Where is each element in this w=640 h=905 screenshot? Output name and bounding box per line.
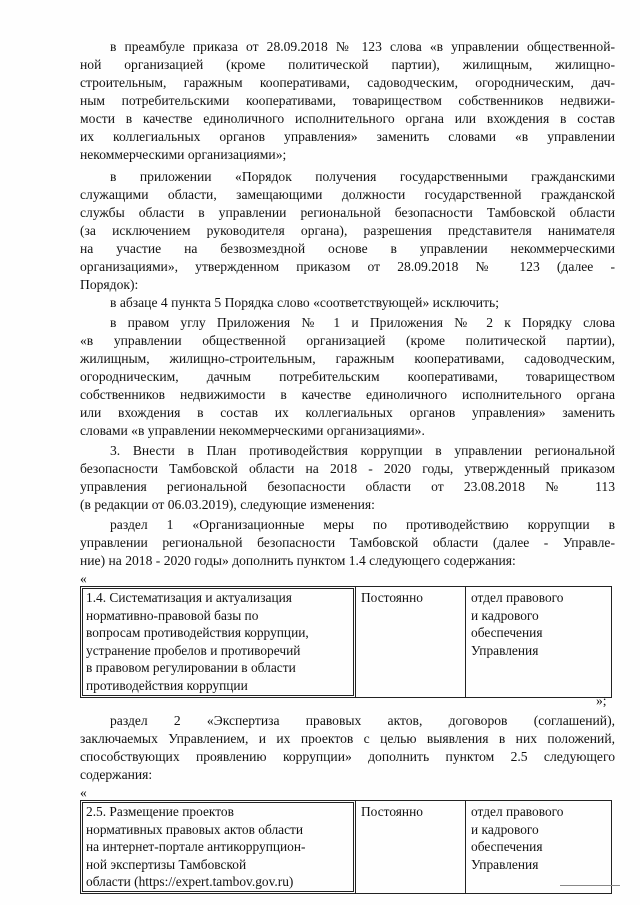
measure-cell: [81, 801, 356, 894]
text-line: служащими области, замещающими должности государственной гражданской: [80, 187, 615, 202]
cell-text: отдел правового: [471, 804, 564, 819]
text-line: »;: [596, 693, 607, 708]
text-line: безопасности Тамбовской области на 2018 - 2020 годы, утвержденный приказом: [80, 461, 615, 476]
cell-text: ной экспертизы Тамбовской: [86, 856, 247, 872]
text-line: 3. Внести в План противодействия коррупции в управлении региональной: [110, 443, 615, 458]
plan-table-item-1-4: [80, 586, 612, 698]
text-line: огородническим, дачным потребительским кооперативами, товариществом: [80, 369, 615, 384]
cell-text: и кадрового: [471, 607, 539, 623]
text-line: (в редакции от 06.03.2019), следующие изменения:: [80, 497, 375, 512]
table-row: [81, 587, 612, 698]
cell-text: 2.5. Размещение проектов: [86, 804, 234, 819]
text-line: организациями», утвержденном приказом от 28.09.2018 № 123 (далее -: [80, 259, 615, 274]
cell-text: Управления: [471, 856, 539, 872]
text-line: раздел 2 «Экспертиза правовых актов, договоров (соглашений),: [110, 713, 615, 728]
text-line: на участие на безвозмездной основе в управлении некоммерческими: [80, 241, 615, 256]
cell-text: Управления: [471, 642, 539, 658]
text-line: ным потребительскими кооперативами, товариществом собственников недвижи-: [80, 93, 615, 108]
text-line: заключаемых Управлением, и их проектов с целью выявления в них положений,: [80, 731, 615, 746]
text-line: Порядок):: [80, 277, 139, 292]
scan-artifact: [560, 885, 620, 886]
cell-text: и кадрового: [471, 821, 539, 837]
cell-text: нормативных правовых актов области: [86, 821, 304, 837]
plan-table-item-2-5: [80, 800, 612, 894]
text-line: ние) на 2018 - 2020 годы» дополнить пунктом 1.4 следующего содержания:: [80, 553, 516, 568]
cell-text: противодействия коррупции: [86, 677, 248, 693]
cell-text: обеспечения: [471, 625, 543, 641]
text-line: мости в качестве единоличного исполнительного органа или вхождения в состав: [80, 111, 615, 126]
text-line: «в управлении общественной организацией (кроме политической партии),: [80, 333, 615, 348]
responsible-cell: [466, 587, 612, 698]
cell-text: Постоянно: [361, 804, 423, 819]
term-cell: [356, 587, 466, 698]
text-line: строительным, гаражным кооперативами, садоводческим, огородническим, дач-: [80, 75, 615, 90]
text-line: в правом углу Приложения № 1 и Приложения № 2 к Порядку слова: [110, 315, 615, 330]
text-line: словами «в управлении некоммерческими организациями».: [80, 423, 425, 438]
text-line: «: [80, 571, 87, 586]
text-line: (за исключением руководителя органа), разрешения представителя нанимателя: [80, 223, 615, 238]
text-line: собственников недвижимости в качестве единоличного исполнительного органа: [80, 387, 615, 402]
cell-text: области (https://expert.tambov.gov.ru): [86, 874, 294, 890]
text-line: ной организацией (кроме политической партии), жилищным, жилищно-: [80, 57, 615, 72]
cell-text: нормативно-правовой базы по: [86, 607, 259, 623]
text-line: способствующих проявлению коррупции» дополнить пунктом 2.5 следующего: [80, 749, 615, 764]
text-line: их коллегиальных органов управления» заменить словами «в управлении: [80, 129, 615, 144]
cell-text: на интернет-портале антикоррупцион-: [86, 839, 306, 855]
text-line: службы области в управлении региональной безопасности Тамбовской области: [80, 205, 615, 220]
term-cell: [356, 801, 466, 894]
measure-cell: [81, 587, 356, 698]
cell-text: 1.4. Систематизация и актуализация: [86, 590, 292, 605]
text-line: жилищным, жилищно-строительным, гаражным кооперативами, садоводческим,: [80, 351, 615, 366]
text-line: раздел 1 «Организационные меры по противодействию коррупции в: [110, 517, 615, 532]
cell-text: устранение пробелов и противоречий: [86, 642, 301, 658]
cell-text: Постоянно: [361, 590, 423, 605]
text-line: некоммерческими организациями»;: [80, 147, 287, 162]
cell-text: в правовом регулировании в области: [86, 660, 296, 676]
cell-text: вопросам противодействия коррупции,: [86, 625, 309, 641]
text-line: или вхождения в состав их коллегиальных органов управления» заменить: [80, 405, 615, 420]
text-line: управления региональной безопасности области от 23.08.2018 № 113: [80, 479, 615, 494]
table-row: [81, 801, 612, 894]
text-line: управлении региональной безопасности Тамбовской области (далее - Управле-: [80, 535, 615, 550]
text-line: «: [80, 785, 87, 800]
text-line: в приложении «Порядок получения государственными гражданскими: [110, 169, 615, 184]
text-line: в абзаце 4 пункта 5 Порядка слово «соответствующей» исключить;: [110, 295, 500, 310]
cell-text: отдел правового: [471, 590, 564, 605]
text-line: в преамбуле приказа от 28.09.2018 № 123 слова «в управлении общественной-: [110, 39, 615, 54]
cell-text: обеспечения: [471, 839, 543, 855]
text-line: содержания:: [80, 767, 153, 782]
responsible-cell: [466, 801, 612, 894]
